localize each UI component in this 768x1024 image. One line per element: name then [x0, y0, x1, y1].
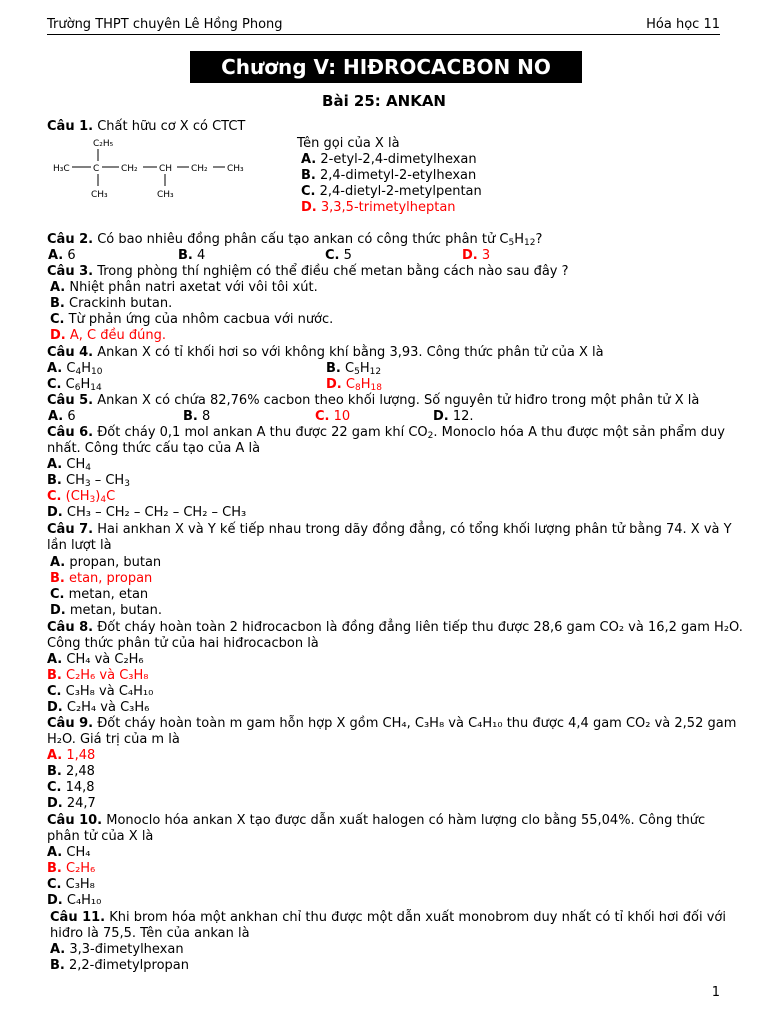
q2-option-c[interactable]: C. 5: [325, 248, 352, 263]
q8-option-a[interactable]: A. CH₄ và C₂H₆: [47, 652, 144, 667]
q1-option-c[interactable]: C. 2,4-dietyl-2-metylpentan: [301, 184, 482, 199]
q4-option-a[interactable]: A. $C_4H_{10}$: [47, 361, 103, 377]
ch3-group: CH₃: [227, 164, 244, 174]
q5-option-d[interactable]: D. 12.: [433, 409, 474, 424]
q4-option-c[interactable]: C. $C_6H_{14}$: [47, 377, 102, 393]
question-10: Câu 10. Monoclo hóa ankan X tạo được dẫn xuất halogen có hàm lượng clo bằng 55,04%. Công thức: [47, 813, 706, 828]
ch2b-group: CH₂: [191, 164, 208, 174]
q9-option-c[interactable]: C. 14,8: [47, 780, 95, 795]
chapter-title: Chương V: HIĐROCACBON NO: [190, 51, 582, 83]
question-11-line2: hiđro là 75,5. Tên của ankan là: [50, 926, 250, 941]
q1-option-a[interactable]: A. 2-etyl-2,4-dimetylhexan: [301, 152, 477, 167]
q9-option-b[interactable]: B. 2,48: [47, 764, 95, 779]
question-7: Câu 7. Hai ankhan X và Y kế tiếp nhau trong dãy đồng đẳng, có tổng khối lượng phân tử bằng 74. X và Y: [47, 522, 732, 537]
q8-option-d[interactable]: D. C₂H₄ và C₃H₆: [47, 700, 150, 715]
q10-option-d[interactable]: D. C₄H₁₀: [47, 893, 102, 908]
lesson-title: Bài 25: ANKAN: [322, 92, 446, 110]
ch3a-group: CH₃: [91, 190, 108, 200]
q7-option-c[interactable]: C. metan, etan: [50, 587, 149, 602]
q5-option-c[interactable]: C. 10: [315, 409, 351, 424]
question-4: Câu 4. Ankan X có tỉ khối hơi so với không khí bằng 3,93. Công thức phân tử của X là: [47, 345, 604, 360]
h3c-group: H₃C: [53, 164, 70, 174]
q10-option-b[interactable]: B. C₂H₆: [47, 861, 96, 876]
q6-option-c[interactable]: C. $(CH_3)_4C$: [47, 489, 116, 505]
q4-option-d[interactable]: D. $C_8H_{18}$: [326, 377, 382, 393]
question-6: Câu 6. Đốt cháy 0,1 mol ankan A thu được 22 gam khí $CO_2$. Monoclo hóa A thu được một sản phẩm duy: [47, 425, 725, 441]
q7-option-d[interactable]: D. metan, butan.: [50, 603, 163, 618]
page-header: [47, 15, 720, 35]
q5-option-a[interactable]: A. 6: [48, 409, 76, 424]
question-8: Câu 8. Đốt cháy hoàn toàn 2 hiđrocacbon là đồng đẳng liên tiếp thu được 28,6 gam CO₂ và 16,2 gam H₂O.: [47, 620, 743, 635]
school-name: Trường THPT chuyên Lê Hồng Phong: [47, 17, 283, 32]
q8-option-b[interactable]: B. C₂H₆ và C₃H₈: [47, 668, 149, 683]
q1-prompt: Tên gọi của X là: [297, 136, 400, 151]
q5-option-b[interactable]: B. 8: [183, 409, 211, 424]
structure-formula: [53, 133, 253, 203]
question-10-line2: phân tử của X là: [47, 829, 154, 844]
q6-option-b[interactable]: B. $CH_3 - CH_3$: [47, 473, 130, 489]
q11-option-a[interactable]: A. 3,3-đimetylhexan: [50, 942, 184, 957]
subject-name: Hóa học 11: [646, 17, 720, 32]
page-number: 1: [711, 985, 720, 1000]
ch-group: CH: [159, 164, 173, 174]
q2-option-b[interactable]: B. 4: [178, 248, 206, 263]
q6-option-d[interactable]: D. CH₃ – CH₂ – CH₂ – CH₂ – CH₃: [47, 505, 247, 520]
q3-option-b[interactable]: B. Crackinh butan.: [50, 296, 173, 311]
question-5: Câu 5. Ankan X có chứa 82,76% cacbon theo khối lượng. Số nguyên tử hiđro trong một phân tử X là: [47, 393, 700, 408]
q8-option-c[interactable]: C. C₃H₈ và C₄H₁₀: [47, 684, 154, 699]
c-atom: C: [93, 164, 100, 174]
q7-option-a[interactable]: A. propan, butan: [50, 555, 162, 570]
question-7-line2: lần lượt là: [47, 538, 112, 553]
question-11: Câu 11. Khi brom hóa một ankhan chỉ thu được một dẫn xuất monobrom duy nhất có tỉ khối hơi đối với: [50, 910, 726, 925]
q3-option-a[interactable]: A. Nhiệt phân natri axetat với vôi tôi xút.: [50, 280, 318, 295]
c2h5-group: C₂H₅: [93, 139, 114, 149]
ch3b-group: CH₃: [157, 190, 174, 200]
q1-option-b[interactable]: B. 2,4-dimetyl-2-etylhexan: [301, 168, 477, 183]
q3-option-d[interactable]: D. A, C đều đúng.: [50, 328, 166, 343]
q9-option-a[interactable]: A. 1,48: [47, 748, 96, 763]
q1-option-d[interactable]: D. 3,3,5-trimetylheptan: [301, 200, 456, 215]
q10-option-a[interactable]: A. CH₄: [47, 845, 91, 860]
q3-option-c[interactable]: C. Từ phản ứng của nhôm cacbua với nước.: [50, 312, 334, 327]
question-8-line2: Công thức phân tử của hai hiđrocacbon là: [47, 636, 319, 651]
q9-option-d[interactable]: D. 24,7: [47, 796, 96, 811]
question-2: Câu 2. Có bao nhiêu đồng phân cấu tạo ankan có công thức phân tử $C_5H_{12}$?: [47, 232, 543, 248]
q4-option-b[interactable]: B. $C_5H_{12}$: [326, 361, 382, 377]
question-3: Câu 3. Trong phòng thí nghiệm có thể điều chế metan bằng cách nào sau đây ?: [47, 264, 569, 279]
q2-option-d[interactable]: D. 3: [462, 248, 491, 263]
question-1: Câu 1. Chất hữu cơ X có CTCT: [47, 119, 246, 134]
ch2-group: CH₂: [121, 164, 138, 174]
question-6-line2: nhất. Công thức cấu tạo của A là: [47, 441, 261, 456]
q7-option-b[interactable]: B. etan, propan: [50, 571, 153, 586]
q10-option-c[interactable]: C. C₃H₈: [47, 877, 95, 892]
q6-option-a[interactable]: A. $CH_4$: [47, 457, 91, 473]
q2-option-a[interactable]: A. 6: [48, 248, 76, 263]
question-9-line2: H₂O. Giá trị của m là: [47, 732, 180, 747]
q11-option-b[interactable]: B. 2,2-đimetylpropan: [50, 958, 190, 973]
question-9: Câu 9. Đốt cháy hoàn toàn m gam hỗn hợp X gồm CH₄, C₃H₈ và C₄H₁₀ thu được 4,4 gam CO₂ và 2,52 gam: [47, 716, 737, 731]
